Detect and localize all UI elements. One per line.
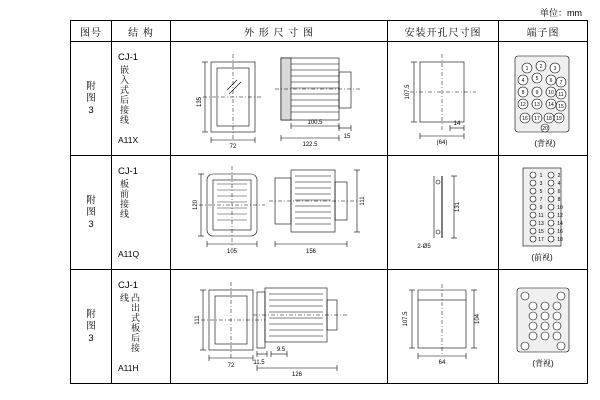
svg-text:5: 5 <box>535 76 539 82</box>
table-row <box>71 270 588 384</box>
dim-122-5: 122.5 <box>302 142 318 148</box>
dim-126: 126 <box>291 372 303 378</box>
fig-no-cell-3 <box>71 270 112 384</box>
svg-text:10: 10 <box>557 205 563 211</box>
svg-text:14: 14 <box>548 102 554 108</box>
dim-72-r3: 72 <box>227 363 235 369</box>
svg-text:1: 1 <box>539 173 543 179</box>
header-outline: 外 形 尺 寸 图 <box>171 21 388 42</box>
fig-no-text-3: 附 图 3 <box>86 308 96 344</box>
svg-text:10: 10 <box>548 90 554 96</box>
dim-107-5: 107.5 <box>405 84 411 100</box>
svg-text:18: 18 <box>546 116 552 122</box>
fig-no-cell-2 <box>71 156 112 270</box>
svg-text:1: 1 <box>525 66 529 72</box>
svg-text:2: 2 <box>557 173 561 179</box>
svg-text:9: 9 <box>535 90 539 96</box>
unit-note: 单位：mm <box>540 8 582 18</box>
dim-105: 105 <box>226 249 238 255</box>
svg-text:13: 13 <box>538 221 544 227</box>
mounting-drawing-1 <box>388 42 496 154</box>
outline-cell-3 <box>171 270 388 384</box>
svg-text:17: 17 <box>538 237 544 243</box>
svg-text:15: 15 <box>538 229 544 235</box>
dim-111-r3: 111 <box>195 315 201 325</box>
terminal-note-3: (背视) <box>532 359 554 368</box>
table-row <box>71 156 588 270</box>
table-header-row <box>71 21 588 42</box>
outline-drawing-2 <box>171 156 385 268</box>
structure-code-3: A11H <box>118 362 139 373</box>
dim-107-5-r3: 107.5 <box>403 311 409 327</box>
terminal-note-1: (背视) <box>534 139 556 148</box>
svg-text:6: 6 <box>557 189 561 195</box>
outline-drawing-3 <box>171 270 385 382</box>
svg-text:16: 16 <box>522 116 528 122</box>
dim-9-5: 9.5 <box>276 347 286 353</box>
svg-text:7: 7 <box>539 197 543 203</box>
dim-14: 14 <box>453 121 461 127</box>
structure-desc-3: 凸出式板后接线 <box>119 292 140 353</box>
svg-text:17: 17 <box>534 116 540 122</box>
model-label-2: CJ-1 <box>118 165 139 177</box>
dim-64-r3: 64 <box>438 360 446 366</box>
structure-code-2: A11Q <box>118 248 140 259</box>
terminal-cell-2 <box>499 156 588 270</box>
svg-text:15: 15 <box>558 104 564 110</box>
dim-2-d5: 2-Ø5 <box>417 244 431 250</box>
structure-code-1: A11X <box>118 134 139 145</box>
dim-64: (64) <box>436 140 448 146</box>
fig-no-text-1: 附 图 3 <box>86 80 96 116</box>
header-fig-no: 图号 <box>71 21 112 42</box>
svg-text:16: 16 <box>557 229 563 235</box>
table-row <box>71 42 588 156</box>
svg-text:8: 8 <box>557 197 561 203</box>
svg-text:4: 4 <box>557 181 561 187</box>
fig-no-cell-1 <box>71 42 112 156</box>
svg-text:12: 12 <box>520 102 526 108</box>
structure-cell-1 <box>112 42 171 156</box>
fig-no-text-2: 附 图 3 <box>86 194 96 230</box>
svg-text:7: 7 <box>559 80 563 86</box>
svg-text:12: 12 <box>557 213 563 219</box>
header-terminal: 端子图 <box>499 21 588 42</box>
dim-111: 111 <box>360 196 366 206</box>
structure-cell-2 <box>112 156 171 270</box>
outline-cell-1 <box>171 42 388 156</box>
svg-text:4: 4 <box>521 78 525 84</box>
terminal-note-2: (前视) <box>531 253 553 262</box>
header-structure: 结 构 <box>112 21 171 42</box>
dim-131: 131 <box>455 201 461 213</box>
terminal-diagram-2 <box>499 156 585 268</box>
svg-text:14: 14 <box>557 221 563 227</box>
structure-desc-2: 板前接线 <box>119 178 129 219</box>
outline-drawing-1 <box>171 42 385 154</box>
svg-text:18: 18 <box>557 237 563 243</box>
terminal-diagram-3 <box>499 270 585 382</box>
svg-text:2: 2 <box>539 64 543 70</box>
mounting-cell-3 <box>388 270 499 384</box>
model-label-3: CJ-1 <box>118 279 139 291</box>
svg-text:3: 3 <box>553 66 557 72</box>
mounting-drawing-3 <box>388 270 496 382</box>
dim-100-5: 100.5 <box>307 120 323 126</box>
terminal-cell-1 <box>499 42 588 156</box>
mounting-cell-1 <box>388 42 499 156</box>
header-mounting: 安装开孔尺寸图 <box>388 21 499 42</box>
dim-11-5: 11.5 <box>253 360 265 366</box>
svg-text:8: 8 <box>521 90 525 96</box>
structure-desc-1: 嵌入式后接线 <box>119 64 129 125</box>
dim-120: 120 <box>193 199 199 211</box>
svg-text:11: 11 <box>558 92 564 98</box>
outline-cell-2 <box>171 156 388 270</box>
svg-text:6: 6 <box>549 78 553 84</box>
terminal-diagram-1 <box>499 42 585 154</box>
svg-text:5: 5 <box>539 189 543 195</box>
svg-text:3: 3 <box>539 181 543 187</box>
mounting-cell-2 <box>388 156 499 270</box>
svg-text:13: 13 <box>534 102 540 108</box>
svg-text:19: 19 <box>556 116 562 122</box>
dim-72: 72 <box>229 144 237 150</box>
terminal-cell-3 <box>499 270 588 384</box>
svg-text:9: 9 <box>539 205 543 211</box>
svg-text:11: 11 <box>538 213 544 219</box>
svg-text:20: 20 <box>542 126 548 132</box>
mounting-drawing-2 <box>388 156 496 268</box>
dim-15: 15 <box>343 134 351 140</box>
spec-table <box>70 20 588 384</box>
dim-156: 156 <box>305 249 317 255</box>
model-label-1: CJ-1 <box>118 51 139 63</box>
dim-104: 104 <box>475 313 481 325</box>
structure-cell-3 <box>112 270 171 384</box>
dim-135: 135 <box>197 96 203 108</box>
